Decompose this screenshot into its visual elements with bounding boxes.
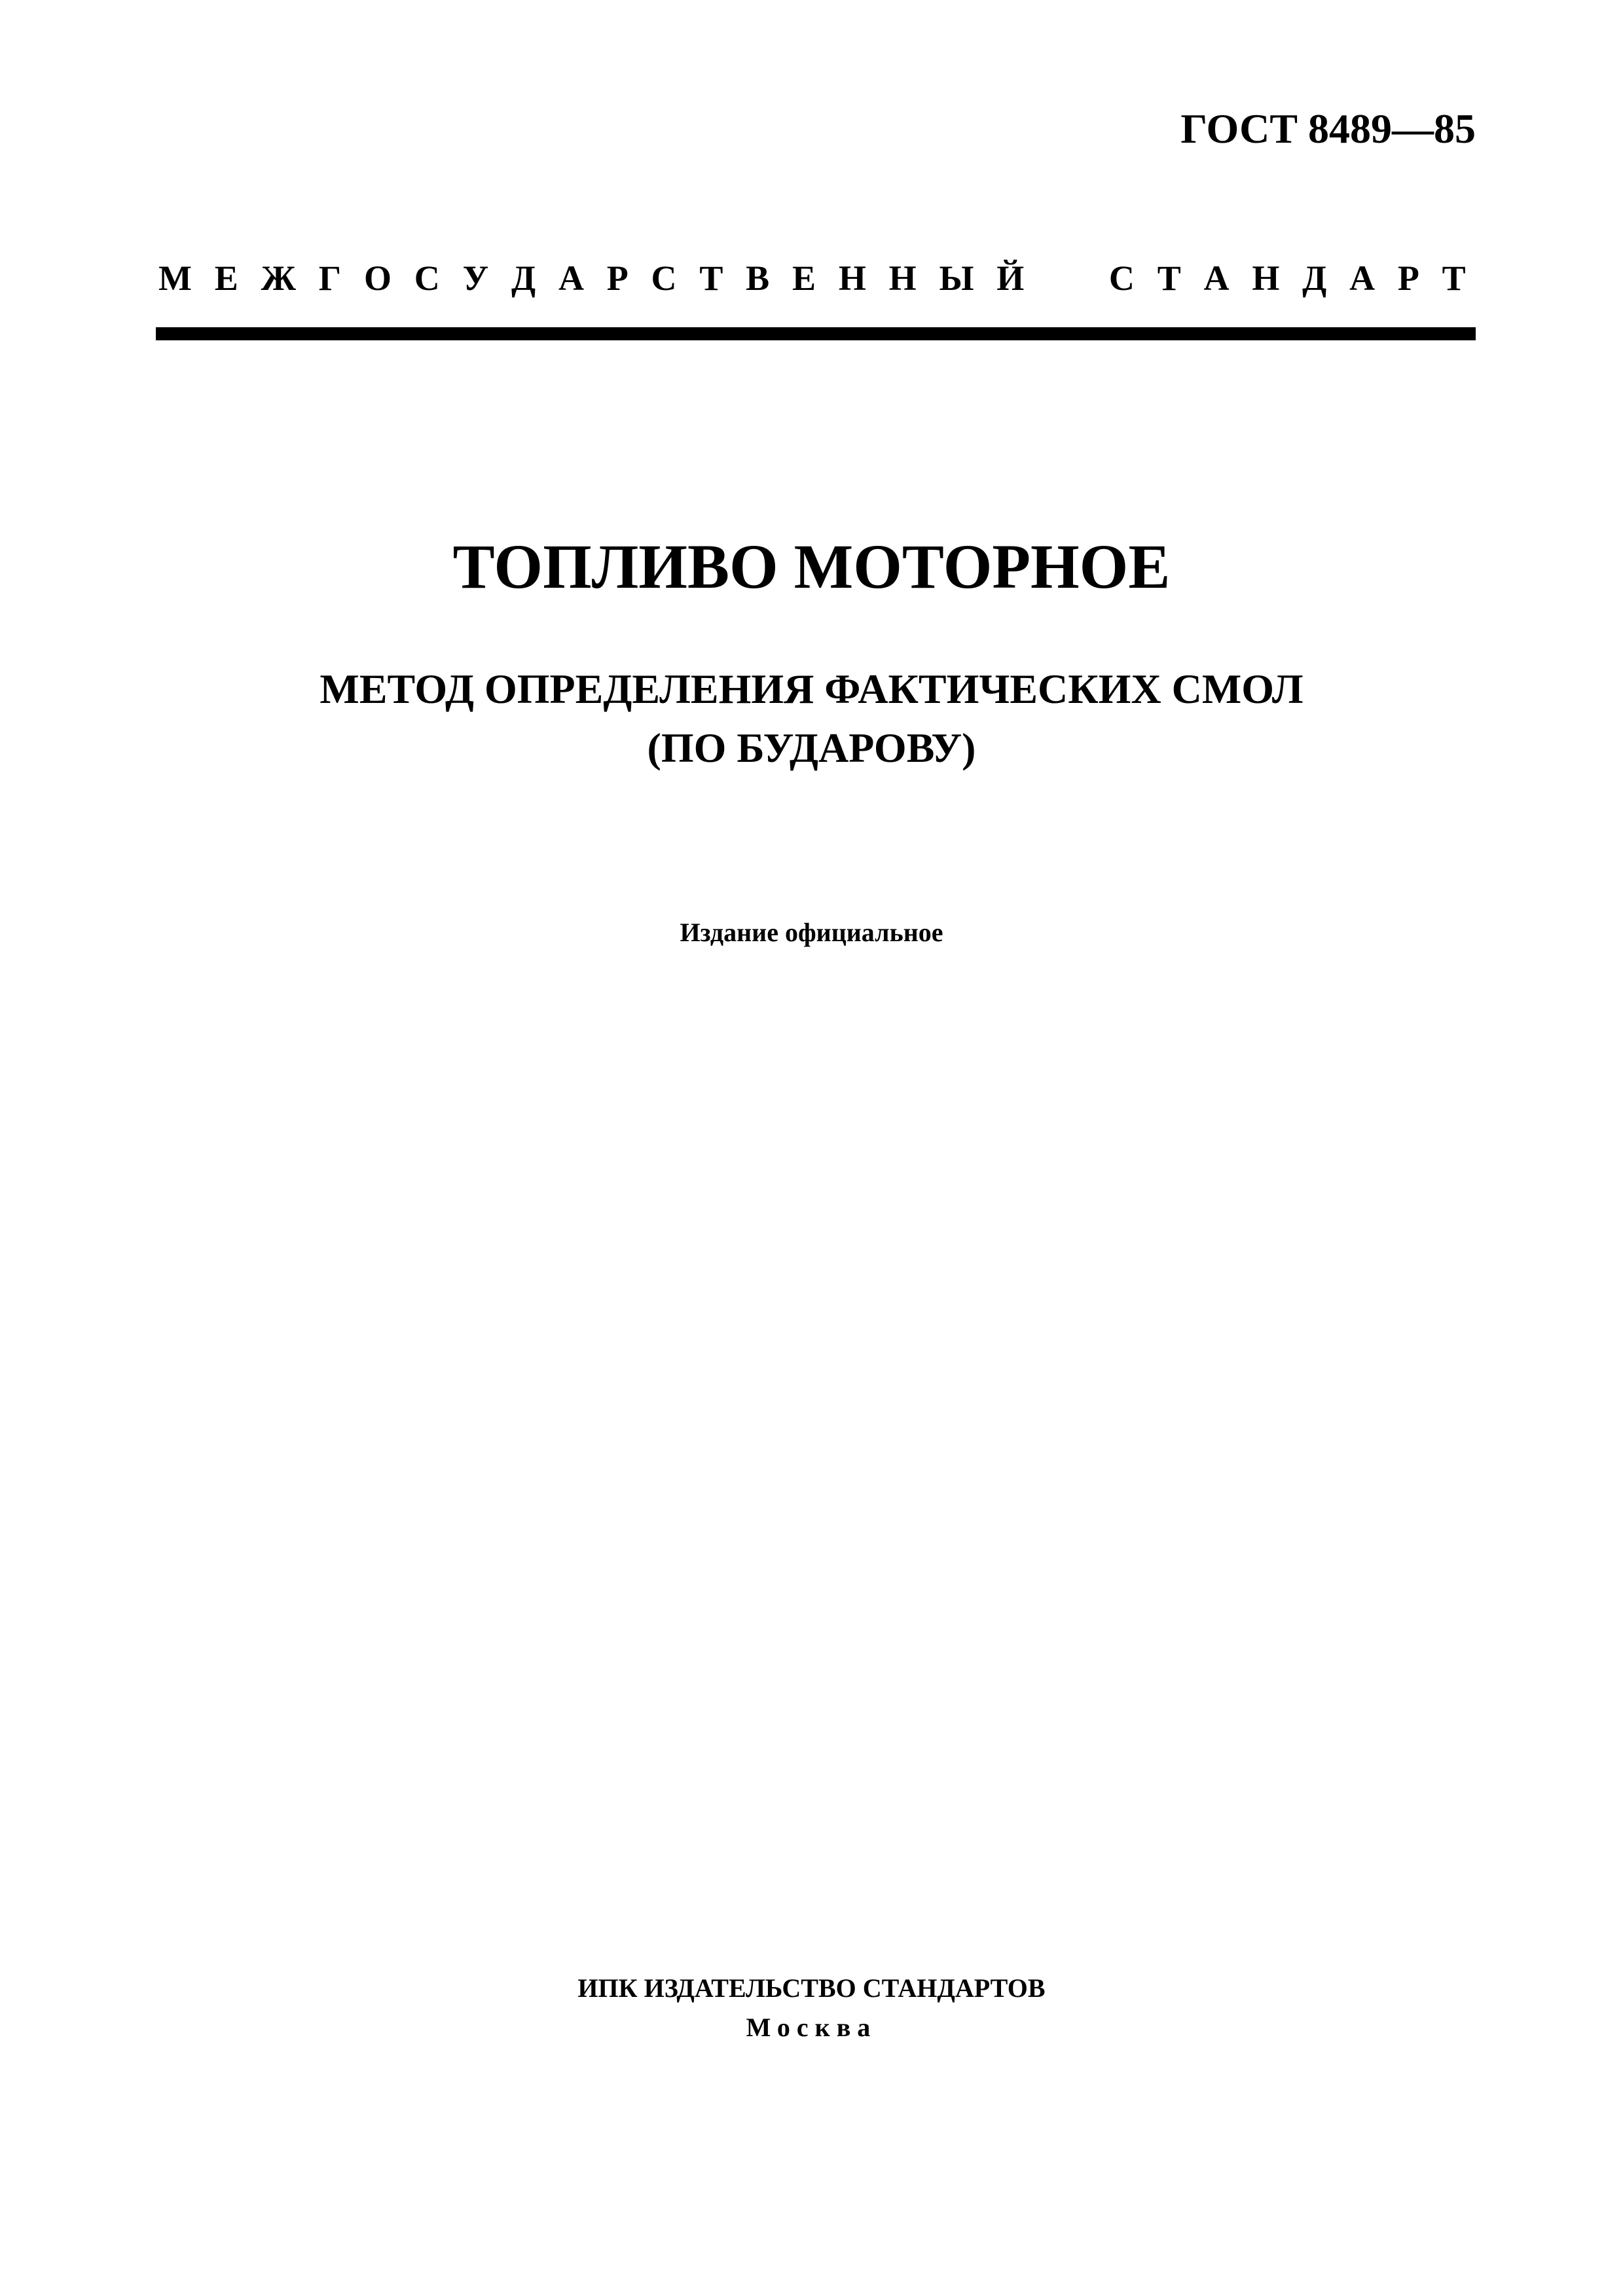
heading-letter: Д bbox=[511, 259, 536, 298]
heading-letter: У bbox=[462, 259, 489, 298]
edition-label: Издание официальное bbox=[680, 918, 943, 947]
heading-letter: Н bbox=[888, 259, 917, 298]
heading-letter: Т bbox=[699, 259, 723, 298]
heading-letter: Й bbox=[996, 259, 1025, 298]
subtitle-line-2: (ПО БУДАРОВУ) bbox=[647, 725, 976, 771]
heading-letter: О bbox=[363, 259, 392, 298]
publisher-name: ИПК ИЗДАТЕЛЬСТВО СТАНДАРТОВ bbox=[577, 1973, 1046, 2003]
subtitle-line-1: МЕТОД ОПРЕДЕЛЕНИЯ ФАКТИЧЕСКИХ СМОЛ bbox=[319, 666, 1304, 712]
heading-letter: Ы bbox=[939, 259, 974, 298]
heading-letter: С bbox=[414, 259, 440, 298]
publisher-city: Москва bbox=[746, 2013, 877, 2042]
heading-letter: Е bbox=[214, 259, 238, 298]
heading-letter: С bbox=[651, 259, 677, 298]
standard-type-heading bbox=[158, 260, 1466, 296]
heading-letter: А bbox=[1203, 259, 1230, 298]
heading-letter: А bbox=[1349, 259, 1376, 298]
heading-letter: М bbox=[158, 259, 192, 298]
heading-word-gap bbox=[1047, 260, 1086, 296]
heading-letter: С bbox=[1108, 259, 1135, 298]
heading-letter: Н bbox=[1252, 259, 1280, 298]
header-divider bbox=[156, 327, 1476, 340]
gost-number: ГОСТ 8489—85 bbox=[1180, 105, 1476, 152]
heading-letter: Г bbox=[318, 259, 342, 298]
document-subtitle bbox=[0, 660, 1623, 778]
heading-letter: Н bbox=[838, 259, 866, 298]
heading-letter: Т bbox=[1442, 259, 1466, 298]
document-title: ТОПЛИВО МОТОРНОЕ bbox=[452, 531, 1171, 601]
heading-letter: А bbox=[558, 259, 584, 298]
heading-letter: Ж bbox=[261, 259, 296, 298]
heading-letter: Д bbox=[1302, 259, 1327, 298]
heading-letter: В bbox=[746, 259, 770, 298]
heading-letter: Т bbox=[1157, 259, 1181, 298]
heading-letter: Р bbox=[606, 259, 629, 298]
heading-letter: Е bbox=[792, 259, 816, 298]
heading-letter: Р bbox=[1397, 259, 1419, 298]
